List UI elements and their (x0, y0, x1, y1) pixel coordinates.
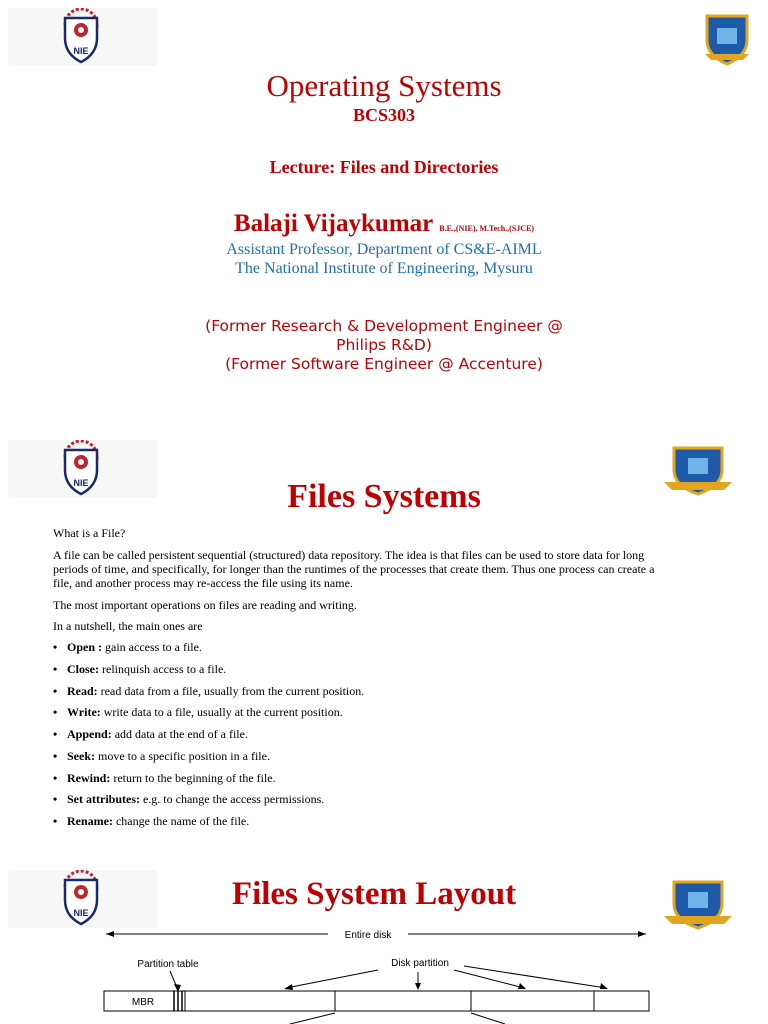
title-slide (0, 0, 768, 420)
partition-table-label: Partition table (137, 959, 199, 970)
former-role-line: (Former Research & Development Engineer @ (205, 317, 563, 335)
list-item (53, 814, 364, 836)
disk-bar (104, 991, 649, 1011)
arrowhead (106, 931, 114, 937)
operation-desc: relinquish access to a file. (99, 661, 227, 676)
bullet: • (53, 661, 58, 676)
operation-desc: move to a specific position in a file. (95, 748, 270, 763)
operation-name: Append: (67, 727, 112, 741)
arrowhead (284, 984, 293, 990)
file-definition-paragraph (53, 548, 703, 590)
operations-list (53, 640, 364, 836)
list-item (53, 792, 364, 814)
lecture-title: Lecture: Files and Directories (269, 157, 499, 177)
file-system-layout-slide (0, 862, 768, 1024)
operation-name: Read: (67, 683, 98, 698)
operation-name: Open : (67, 640, 103, 654)
list-item (53, 749, 364, 771)
arrowhead (415, 983, 421, 990)
arrowhead (600, 983, 608, 989)
operation-name: Write: (67, 705, 101, 720)
slide-title: Operating Systems (266, 68, 502, 103)
operation-name: Set attributes: (67, 792, 140, 807)
nie-badge-logo (699, 10, 755, 73)
partition-pointer (464, 966, 606, 988)
operation-desc: change the name of the file. (112, 814, 250, 828)
author-credentials: B.E.,(NIE), M.Tech.,(SJCE) (439, 224, 535, 233)
logo-text: NIE (73, 46, 89, 56)
question-heading: What is a File? (53, 526, 126, 540)
operation-name: Seek: (67, 748, 95, 763)
operation-name: Rename: (67, 814, 113, 828)
partition-pointer (286, 970, 378, 988)
operation-desc: read data from a file, usually from the current position. (97, 683, 365, 698)
list-item (53, 640, 364, 662)
slide-title: Files Systems (287, 478, 481, 515)
operation-desc: add data at the end of a file. (111, 727, 248, 741)
nutshell-intro: In a nutshell, the main ones are (53, 619, 203, 633)
arrowhead (638, 931, 646, 937)
list-item (53, 705, 364, 727)
logo-text: NIE (73, 908, 89, 918)
disk-layout-diagram (0, 922, 768, 1024)
operation-name: Close: (67, 661, 99, 676)
bullet: • (53, 792, 58, 807)
bullet: • (53, 640, 58, 654)
operation-name: Rewind: (67, 770, 111, 785)
bullet: • (53, 683, 58, 698)
affiliation-institute: The National Institute of Engineering, Mysuru (235, 260, 533, 277)
paragraph-line: file, and another process may re-access the file using its name. (53, 576, 353, 590)
bullet: • (53, 770, 58, 785)
slide-title: Files System Layout (231, 876, 517, 912)
operation-desc: e.g. to change the access permissions. (139, 792, 325, 807)
author-name: Balaji Vijaykumar (233, 210, 434, 237)
arrowhead (518, 983, 526, 989)
important-operations-note: The most important operations on files are reading and writing. (53, 598, 357, 612)
affiliation-department: Assistant Professor, Department of CS&E-AIML (226, 241, 542, 258)
list-item (53, 684, 364, 706)
list-item (53, 771, 364, 793)
course-code: BCS303 (352, 105, 415, 125)
expansion-line (290, 1013, 335, 1024)
bullet: • (53, 748, 58, 763)
paragraph-line: A file can be called persistent sequential (structured) data repository. The idea is that files can be used to store data for long (53, 548, 645, 562)
files-systems-slide (0, 436, 768, 846)
entire-disk-label: Entire disk (344, 930, 392, 941)
bullet: • (53, 727, 58, 741)
list-item (53, 727, 364, 749)
nie-shield-logo (8, 8, 158, 66)
disk-partition-label: Disk partition (391, 958, 449, 969)
operation-desc: return to the beginning of the file. (110, 770, 276, 785)
expansion-line (471, 1013, 505, 1024)
bullet: • (53, 814, 58, 828)
bullet: • (53, 705, 58, 720)
paragraph-line: periods of time, and specifically, for longer than the runtimes of the processes that create them. Thus one process can create a (53, 562, 655, 576)
former-role-line: Philips R&D) (336, 336, 432, 354)
operation-desc: write data to a file, usually at the current position. (100, 705, 343, 720)
mbr-label: MBR (131, 997, 155, 1008)
former-role-line: (Former Software Engineer @ Accenture) (225, 355, 543, 373)
logo-text: NIE (73, 478, 89, 488)
author-line (0, 210, 768, 238)
list-item (53, 662, 364, 684)
operation-desc: gain access to a file. (102, 640, 202, 654)
partition-pointer (454, 970, 524, 988)
